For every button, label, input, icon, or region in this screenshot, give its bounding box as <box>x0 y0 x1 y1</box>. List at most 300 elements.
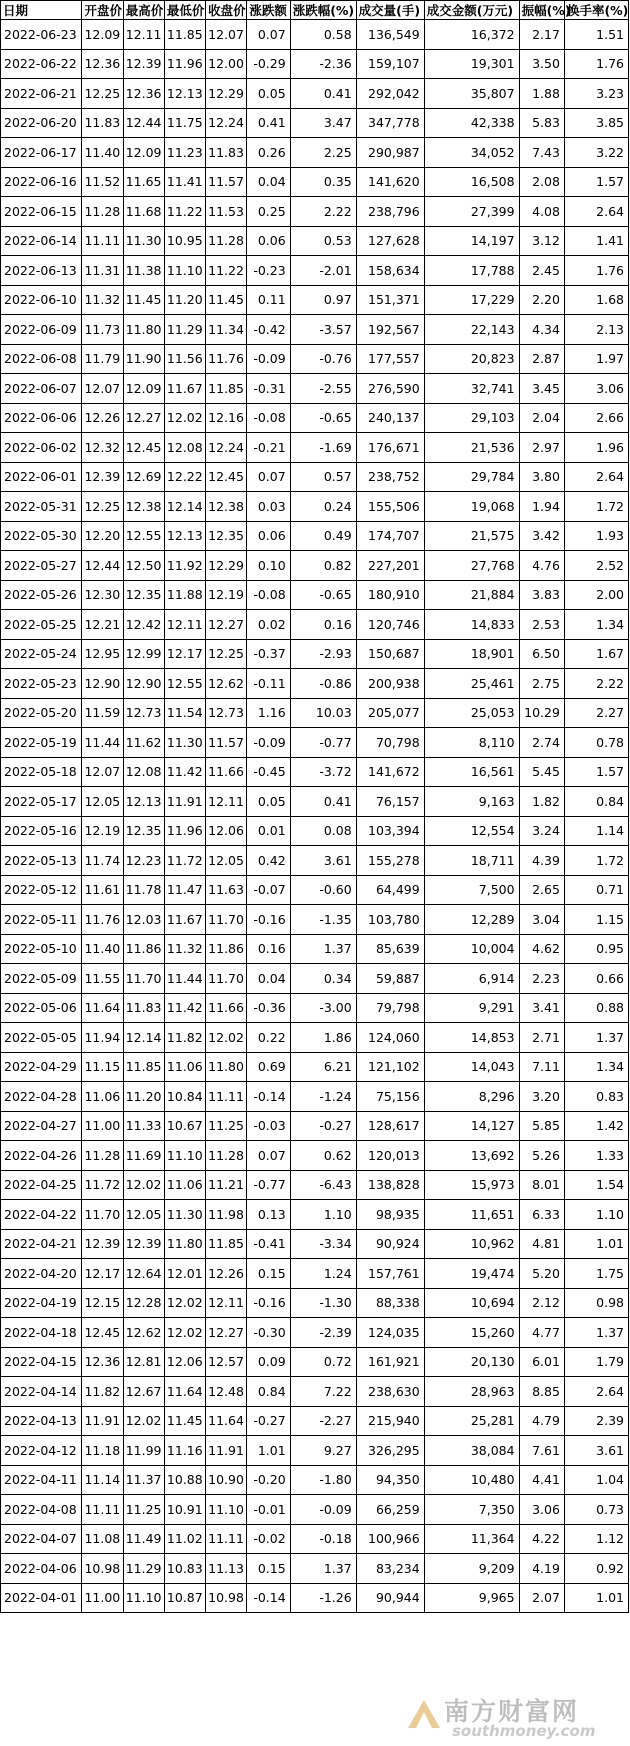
cell-amplitude: 2.12 <box>519 1288 564 1318</box>
cell-amplitude: 6.50 <box>519 639 564 669</box>
cell-turnover-amount: 19,068 <box>424 492 519 522</box>
cell-high: 11.33 <box>123 1111 164 1141</box>
cell-close: 11.85 <box>206 1229 247 1259</box>
cell-volume: 292,042 <box>356 79 424 109</box>
cell-open: 11.00 <box>82 1583 123 1613</box>
cell-high: 11.78 <box>123 875 164 905</box>
cell-change: 0.06 <box>247 521 290 551</box>
cell-low: 12.14 <box>164 492 205 522</box>
table-row <box>1 846 629 876</box>
cell-low: 11.96 <box>164 49 205 79</box>
cell-close: 11.80 <box>206 1052 247 1082</box>
cell-close: 11.28 <box>206 1141 247 1171</box>
cell-turnover-rate: 1.51 <box>564 20 628 50</box>
table-row <box>1 964 629 994</box>
cell-turnover-amount: 27,399 <box>424 197 519 227</box>
cell-open: 12.07 <box>82 757 123 787</box>
column-header-volume: 成交量(手) <box>356 1 424 20</box>
cell-amplitude: 2.17 <box>519 20 564 50</box>
cell-volume: 128,617 <box>356 1111 424 1141</box>
table-row <box>1 1111 629 1141</box>
cell-amplitude: 2.97 <box>519 433 564 463</box>
cell-high: 12.39 <box>123 49 164 79</box>
cell-close: 11.63 <box>206 875 247 905</box>
cell-close: 11.45 <box>206 285 247 315</box>
cell-change: -0.37 <box>247 639 290 669</box>
cell-open: 12.17 <box>82 1259 123 1289</box>
cell-change-pct: 1.37 <box>290 1554 356 1584</box>
cell-low: 11.56 <box>164 344 205 374</box>
cell-high: 12.35 <box>123 816 164 846</box>
table-row <box>1 285 629 315</box>
cell-turnover-amount: 25,461 <box>424 669 519 699</box>
cell-change: -0.08 <box>247 403 290 433</box>
cell-turnover-amount: 10,962 <box>424 1229 519 1259</box>
cell-change: 0.03 <box>247 492 290 522</box>
cell-volume: 174,707 <box>356 521 424 551</box>
cell-turnover-rate: 3.85 <box>564 108 628 138</box>
cell-date: 2022-05-20 <box>1 698 82 728</box>
cell-open: 11.40 <box>82 138 123 168</box>
cell-close: 11.66 <box>206 993 247 1023</box>
cell-date: 2022-06-07 <box>1 374 82 404</box>
watermark-icon <box>402 1694 446 1738</box>
cell-low: 11.06 <box>164 1170 205 1200</box>
cell-turnover-amount: 29,103 <box>424 403 519 433</box>
cell-close: 11.11 <box>206 1524 247 1554</box>
table-row <box>1 79 629 109</box>
cell-open: 12.44 <box>82 551 123 581</box>
cell-turnover-amount: 16,508 <box>424 167 519 197</box>
cell-low: 12.11 <box>164 610 205 640</box>
cell-low: 12.13 <box>164 79 205 109</box>
cell-change: -0.16 <box>247 1288 290 1318</box>
cell-amplitude: 2.53 <box>519 610 564 640</box>
cell-volume: 155,278 <box>356 846 424 876</box>
cell-close: 12.48 <box>206 1377 247 1407</box>
cell-amplitude: 2.75 <box>519 669 564 699</box>
cell-turnover-rate: 1.15 <box>564 905 628 935</box>
cell-high: 11.70 <box>123 964 164 994</box>
cell-turnover-amount: 18,901 <box>424 639 519 669</box>
cell-high: 12.09 <box>123 374 164 404</box>
cell-high: 12.45 <box>123 433 164 463</box>
cell-turnover-amount: 12,554 <box>424 816 519 846</box>
table-row <box>1 875 629 905</box>
cell-close: 11.21 <box>206 1170 247 1200</box>
cell-high: 12.73 <box>123 698 164 728</box>
cell-open: 11.55 <box>82 964 123 994</box>
cell-volume: 238,796 <box>356 197 424 227</box>
cell-low: 11.91 <box>164 787 205 817</box>
column-header-turnover-rate: 换手率(%) <box>564 1 628 20</box>
cell-low: 12.08 <box>164 433 205 463</box>
cell-volume: 276,590 <box>356 374 424 404</box>
table-row <box>1 639 629 669</box>
cell-open: 12.20 <box>82 521 123 551</box>
cell-turnover-rate: 2.64 <box>564 197 628 227</box>
cell-turnover-amount: 28,963 <box>424 1377 519 1407</box>
cell-low: 12.01 <box>164 1259 205 1289</box>
cell-change-pct: 3.61 <box>290 846 356 876</box>
cell-change-pct: -1.30 <box>290 1288 356 1318</box>
cell-low: 12.02 <box>164 1288 205 1318</box>
cell-change: -0.42 <box>247 315 290 345</box>
cell-turnover-rate: 1.57 <box>564 167 628 197</box>
cell-change: -0.08 <box>247 580 290 610</box>
cell-turnover-rate: 0.84 <box>564 787 628 817</box>
table-row <box>1 462 629 492</box>
cell-turnover-amount: 8,110 <box>424 728 519 758</box>
cell-date: 2022-04-28 <box>1 1082 82 1112</box>
cell-amplitude: 4.62 <box>519 934 564 964</box>
cell-volume: 238,752 <box>356 462 424 492</box>
cell-change: -0.09 <box>247 344 290 374</box>
cell-change: -0.36 <box>247 993 290 1023</box>
cell-date: 2022-04-14 <box>1 1377 82 1407</box>
column-header-open: 开盘价 <box>82 1 123 20</box>
cell-amplitude: 4.76 <box>519 551 564 581</box>
cell-close: 12.11 <box>206 787 247 817</box>
cell-date: 2022-06-21 <box>1 79 82 109</box>
cell-change: 0.07 <box>247 1141 290 1171</box>
cell-change-pct: -3.00 <box>290 993 356 1023</box>
cell-open: 11.64 <box>82 993 123 1023</box>
cell-change: -0.20 <box>247 1465 290 1495</box>
cell-turnover-rate: 1.75 <box>564 1259 628 1289</box>
cell-close: 12.02 <box>206 1023 247 1053</box>
cell-low: 11.44 <box>164 964 205 994</box>
cell-close: 11.66 <box>206 757 247 787</box>
cell-date: 2022-04-08 <box>1 1495 82 1525</box>
table-row <box>1 551 629 581</box>
cell-close: 12.29 <box>206 551 247 581</box>
table-row <box>1 698 629 728</box>
cell-amplitude: 8.85 <box>519 1377 564 1407</box>
cell-turnover-amount: 18,711 <box>424 846 519 876</box>
cell-date: 2022-05-24 <box>1 639 82 669</box>
cell-low: 12.06 <box>164 1347 205 1377</box>
cell-date: 2022-05-16 <box>1 816 82 846</box>
table-row <box>1 1259 629 1289</box>
cell-high: 12.28 <box>123 1288 164 1318</box>
cell-low: 11.41 <box>164 167 205 197</box>
cell-volume: 59,887 <box>356 964 424 994</box>
cell-change-pct: 1.24 <box>290 1259 356 1289</box>
cell-turnover-amount: 16,372 <box>424 20 519 50</box>
cell-change: -0.11 <box>247 669 290 699</box>
cell-turnover-rate: 1.76 <box>564 256 628 286</box>
cell-low: 10.88 <box>164 1465 205 1495</box>
table-row <box>1 521 629 551</box>
cell-change: 1.01 <box>247 1436 290 1466</box>
cell-date: 2022-06-14 <box>1 226 82 256</box>
cell-date: 2022-06-22 <box>1 49 82 79</box>
cell-date: 2022-05-26 <box>1 580 82 610</box>
cell-low: 11.29 <box>164 315 205 345</box>
cell-date: 2022-05-25 <box>1 610 82 640</box>
cell-volume: 238,630 <box>356 1377 424 1407</box>
cell-change-pct: 0.16 <box>290 610 356 640</box>
cell-open: 12.90 <box>82 669 123 699</box>
cell-turnover-rate: 1.72 <box>564 492 628 522</box>
cell-date: 2022-04-07 <box>1 1524 82 1554</box>
cell-high: 12.44 <box>123 108 164 138</box>
cell-date: 2022-05-11 <box>1 905 82 935</box>
cell-open: 12.30 <box>82 580 123 610</box>
cell-close: 12.62 <box>206 669 247 699</box>
cell-change-pct: -2.01 <box>290 256 356 286</box>
cell-amplitude: 3.80 <box>519 462 564 492</box>
cell-change: -0.14 <box>247 1583 290 1613</box>
cell-volume: 141,620 <box>356 167 424 197</box>
cell-low: 11.42 <box>164 757 205 787</box>
cell-change: 0.15 <box>247 1554 290 1584</box>
cell-low: 12.02 <box>164 403 205 433</box>
cell-turnover-amount: 21,884 <box>424 580 519 610</box>
cell-volume: 124,035 <box>356 1318 424 1348</box>
cell-amplitude: 2.07 <box>519 1583 564 1613</box>
cell-close: 12.27 <box>206 610 247 640</box>
cell-open: 12.39 <box>82 462 123 492</box>
cell-volume: 158,634 <box>356 256 424 286</box>
cell-change-pct: -0.65 <box>290 403 356 433</box>
table-row <box>1 580 629 610</box>
cell-open: 11.94 <box>82 1023 123 1053</box>
watermark-logo <box>402 1690 622 1744</box>
table-row <box>1 1436 629 1466</box>
cell-change: -0.09 <box>247 728 290 758</box>
cell-high: 11.37 <box>123 1465 164 1495</box>
table-row <box>1 108 629 138</box>
cell-amplitude: 3.45 <box>519 374 564 404</box>
cell-close: 12.00 <box>206 49 247 79</box>
cell-low: 12.22 <box>164 462 205 492</box>
cell-amplitude: 2.45 <box>519 256 564 286</box>
cell-turnover-rate: 1.42 <box>564 1111 628 1141</box>
cell-open: 11.08 <box>82 1524 123 1554</box>
cell-turnover-rate: 2.13 <box>564 315 628 345</box>
cell-low: 11.92 <box>164 551 205 581</box>
cell-open: 12.21 <box>82 610 123 640</box>
cell-volume: 240,137 <box>356 403 424 433</box>
cell-date: 2022-04-06 <box>1 1554 82 1584</box>
cell-high: 11.62 <box>123 728 164 758</box>
cell-volume: 161,921 <box>356 1347 424 1377</box>
cell-amplitude: 5.45 <box>519 757 564 787</box>
cell-turnover-amount: 19,301 <box>424 49 519 79</box>
cell-change-pct: 0.41 <box>290 787 356 817</box>
cell-high: 12.55 <box>123 521 164 551</box>
cell-change-pct: -1.35 <box>290 905 356 935</box>
cell-high: 12.14 <box>123 1023 164 1053</box>
cell-open: 12.45 <box>82 1318 123 1348</box>
cell-high: 11.29 <box>123 1554 164 1584</box>
cell-amplitude: 5.26 <box>519 1141 564 1171</box>
cell-close: 11.57 <box>206 728 247 758</box>
cell-turnover-amount: 7,350 <box>424 1495 519 1525</box>
cell-volume: 127,628 <box>356 226 424 256</box>
cell-amplitude: 4.08 <box>519 197 564 227</box>
cell-turnover-rate: 1.12 <box>564 1524 628 1554</box>
cell-close: 11.11 <box>206 1082 247 1112</box>
cell-change: -0.03 <box>247 1111 290 1141</box>
cell-close: 12.25 <box>206 639 247 669</box>
cell-amplitude: 3.06 <box>519 1495 564 1525</box>
cell-low: 10.95 <box>164 226 205 256</box>
table-row <box>1 610 629 640</box>
cell-change: 0.41 <box>247 108 290 138</box>
cell-turnover-rate: 2.52 <box>564 551 628 581</box>
cell-turnover-amount: 11,651 <box>424 1200 519 1230</box>
cell-turnover-rate: 1.76 <box>564 49 628 79</box>
cell-change: 0.05 <box>247 787 290 817</box>
cell-change-pct: 0.08 <box>290 816 356 846</box>
cell-turnover-rate: 2.39 <box>564 1406 628 1436</box>
cell-close: 11.10 <box>206 1495 247 1525</box>
cell-change-pct: 0.49 <box>290 521 356 551</box>
column-header-turnover-amount: 成交金额(万元) <box>424 1 519 20</box>
cell-date: 2022-06-23 <box>1 20 82 50</box>
cell-low: 10.67 <box>164 1111 205 1141</box>
cell-change: 0.11 <box>247 285 290 315</box>
cell-amplitude: 4.41 <box>519 1465 564 1495</box>
cell-open: 11.06 <box>82 1082 123 1112</box>
cell-date: 2022-05-17 <box>1 787 82 817</box>
cell-high: 12.64 <box>123 1259 164 1289</box>
cell-change-pct: -3.57 <box>290 315 356 345</box>
table-row <box>1 1583 629 1613</box>
cell-change-pct: 7.22 <box>290 1377 356 1407</box>
cell-change-pct: -1.26 <box>290 1583 356 1613</box>
cell-turnover-rate: 2.64 <box>564 462 628 492</box>
cell-change: 0.15 <box>247 1259 290 1289</box>
cell-close: 12.19 <box>206 580 247 610</box>
cell-high: 11.45 <box>123 285 164 315</box>
cell-high: 11.80 <box>123 315 164 345</box>
cell-volume: 151,371 <box>356 285 424 315</box>
cell-amplitude: 4.22 <box>519 1524 564 1554</box>
cell-change-pct: -2.93 <box>290 639 356 669</box>
cell-volume: 215,940 <box>356 1406 424 1436</box>
cell-open: 11.28 <box>82 1141 123 1171</box>
cell-open: 11.15 <box>82 1052 123 1082</box>
cell-date: 2022-04-11 <box>1 1465 82 1495</box>
cell-low: 11.67 <box>164 905 205 935</box>
cell-amplitude: 3.83 <box>519 580 564 610</box>
cell-change-pct: -2.39 <box>290 1318 356 1348</box>
table-row <box>1 1406 629 1436</box>
table-row <box>1 905 629 935</box>
cell-close: 12.26 <box>206 1259 247 1289</box>
table-row <box>1 1524 629 1554</box>
cell-date: 2022-04-27 <box>1 1111 82 1141</box>
cell-change-pct: 0.72 <box>290 1347 356 1377</box>
cell-change-pct: -6.43 <box>290 1170 356 1200</box>
table-row <box>1 1023 629 1053</box>
cell-turnover-amount: 14,043 <box>424 1052 519 1082</box>
cell-close: 11.98 <box>206 1200 247 1230</box>
cell-change: 0.69 <box>247 1052 290 1082</box>
cell-open: 11.32 <box>82 285 123 315</box>
cell-low: 11.88 <box>164 580 205 610</box>
cell-volume: 159,107 <box>356 49 424 79</box>
table-row <box>1 374 629 404</box>
cell-low: 12.02 <box>164 1318 205 1348</box>
table-row <box>1 492 629 522</box>
cell-turnover-rate: 1.57 <box>564 757 628 787</box>
cell-close: 12.24 <box>206 108 247 138</box>
cell-volume: 76,157 <box>356 787 424 817</box>
cell-date: 2022-06-13 <box>1 256 82 286</box>
cell-change-pct: 0.34 <box>290 964 356 994</box>
cell-change-pct: 0.62 <box>290 1141 356 1171</box>
cell-high: 12.39 <box>123 1229 164 1259</box>
table-row <box>1 344 629 374</box>
cell-turnover-rate: 2.64 <box>564 1377 628 1407</box>
table-row <box>1 1052 629 1082</box>
cell-change: -0.41 <box>247 1229 290 1259</box>
cell-date: 2022-05-23 <box>1 669 82 699</box>
cell-turnover-amount: 14,833 <box>424 610 519 640</box>
cell-volume: 136,549 <box>356 20 424 50</box>
cell-change-pct: -2.27 <box>290 1406 356 1436</box>
cell-turnover-rate: 1.34 <box>564 610 628 640</box>
cell-change: 0.04 <box>247 167 290 197</box>
cell-open: 12.95 <box>82 639 123 669</box>
cell-turnover-rate: 1.96 <box>564 433 628 463</box>
cell-change-pct: -2.55 <box>290 374 356 404</box>
cell-amplitude: 4.34 <box>519 315 564 345</box>
cell-turnover-rate: 0.88 <box>564 993 628 1023</box>
cell-volume: 98,935 <box>356 1200 424 1230</box>
cell-turnover-amount: 15,973 <box>424 1170 519 1200</box>
table-row <box>1 226 629 256</box>
cell-turnover-amount: 10,004 <box>424 934 519 964</box>
cell-close: 11.22 <box>206 256 247 286</box>
cell-close: 11.28 <box>206 226 247 256</box>
cell-turnover-amount: 17,229 <box>424 285 519 315</box>
table-row <box>1 1347 629 1377</box>
cell-change: -0.31 <box>247 374 290 404</box>
cell-date: 2022-04-26 <box>1 1141 82 1171</box>
cell-volume: 85,639 <box>356 934 424 964</box>
cell-open: 10.98 <box>82 1554 123 1584</box>
cell-turnover-rate: 0.73 <box>564 1495 628 1525</box>
cell-open: 12.09 <box>82 20 123 50</box>
cell-date: 2022-04-22 <box>1 1200 82 1230</box>
table-row <box>1 993 629 1023</box>
table-header-row <box>1 1 629 20</box>
cell-close: 12.38 <box>206 492 247 522</box>
cell-change: 0.06 <box>247 226 290 256</box>
table-row <box>1 1318 629 1348</box>
cell-amplitude: 7.11 <box>519 1052 564 1082</box>
cell-turnover-amount: 19,474 <box>424 1259 519 1289</box>
cell-volume: 90,924 <box>356 1229 424 1259</box>
cell-date: 2022-04-29 <box>1 1052 82 1082</box>
cell-change-pct: -0.86 <box>290 669 356 699</box>
cell-amplitude: 5.83 <box>519 108 564 138</box>
cell-turnover-amount: 7,500 <box>424 875 519 905</box>
cell-change: -0.23 <box>247 256 290 286</box>
cell-low: 10.91 <box>164 1495 205 1525</box>
cell-date: 2022-06-16 <box>1 167 82 197</box>
cell-turnover-amount: 21,536 <box>424 433 519 463</box>
cell-high: 12.90 <box>123 669 164 699</box>
cell-open: 12.07 <box>82 374 123 404</box>
cell-open: 11.52 <box>82 167 123 197</box>
